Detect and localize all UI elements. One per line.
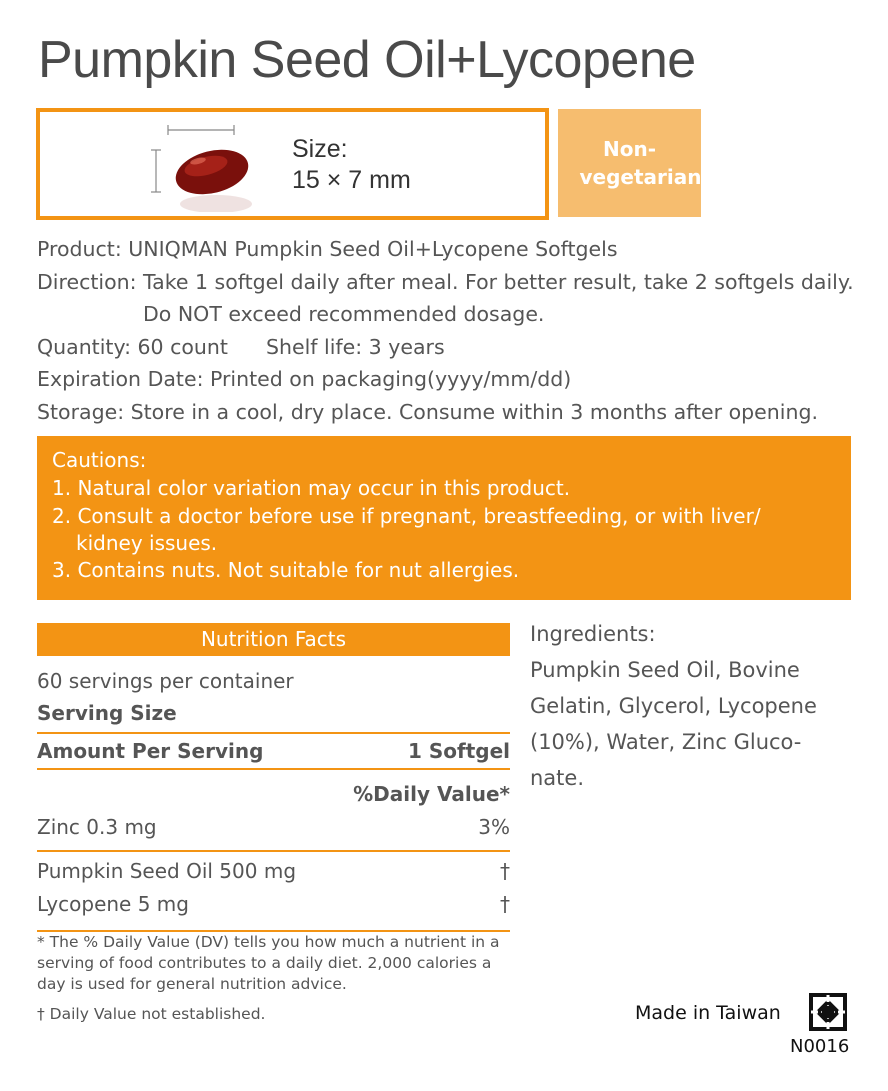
dagger-footnote: † Daily Value not established. [37, 1005, 266, 1023]
non-vegetarian-badge [558, 109, 701, 217]
pumpkin-daily-value: † [500, 859, 510, 883]
nutrient-zinc: Zinc 0.3 mg [37, 815, 157, 839]
zinc-daily-value: 3% [478, 815, 510, 839]
expiration-line: Expiration Date: Printed on packaging(yyyy/mm/dd) [37, 367, 572, 391]
storage-line: Storage: Store in a cool, dry place. Consume within 3 months after opening. [37, 399, 818, 424]
size-label: Size: [292, 135, 348, 163]
cautions-panel [37, 436, 851, 600]
nutrition-footnotes [37, 932, 517, 1025]
amount-per-serving-value: 1 Softgel [407, 739, 510, 763]
quantity: Quantity: 60 count [37, 334, 228, 359]
direction-line: Direction: Take 1 softgel daily after meal. For better result, take 2 softgels daily. [37, 269, 854, 294]
daily-value-header: %Daily Value* [353, 782, 510, 806]
caution-item-3: 3. Contains nuts. Not suitable for nut allergies. [52, 558, 520, 582]
serving-size-label: Serving Size [37, 701, 177, 725]
recycle-code: N0016 [790, 1036, 850, 1057]
ingredients-list: Pumpkin Seed Oil, Bovine Gelatin, Glycerol, Lycopene (10%), Water, Zinc Gluco-nate. [530, 658, 817, 790]
nutrition-facts-table [37, 660, 510, 932]
nutrition-facts-heading: Nutrition Facts [37, 623, 510, 656]
size-box [36, 108, 549, 220]
caution-item-2-continued: kidney issues. [76, 531, 218, 555]
product-line: Product: UNIQMAN Pumpkin Seed Oil+Lycopene Softgels [37, 237, 618, 261]
shelf-life: Shelf life: 3 years [265, 334, 445, 359]
ingredients-heading: Ingredients: [530, 622, 656, 646]
daily-value-footnote: * The % Daily Value (DV) tells you how much a nutrient in a serving of food contributes to a daily diet. 2,000 calories a day is used for general nutrition advice. [37, 933, 500, 993]
ingredients [530, 616, 850, 796]
made-in-taiwan: Made in Taiwan [635, 1002, 781, 1024]
lycopene-daily-value: † [500, 892, 510, 916]
size-value: 15 × 7 mm [292, 166, 411, 194]
softgel-capsule-icon [150, 120, 270, 212]
amount-per-serving-label: Amount Per Serving [37, 739, 264, 763]
nutrient-pumpkin-seed-oil: Pumpkin Seed Oil 500 mg [37, 859, 297, 883]
nutrient-lycopene: Lycopene 5 mg [37, 892, 189, 916]
recycle-icon [808, 992, 848, 1032]
quantity-shelf-row [37, 331, 854, 364]
product-info [37, 233, 854, 428]
product-title: Pumpkin Seed Oil+Lycopene [38, 31, 696, 89]
badge-label: Non-vegetarian [579, 137, 702, 189]
caution-item-2: 2. Consult a doctor before use if pregnant, breastfeeding, or with liver/ [52, 504, 761, 528]
cautions-heading: Cautions: [52, 448, 147, 472]
servings-per-container: 60 servings per container [37, 669, 294, 693]
direction-continued: Do NOT exceed recommended dosage. [143, 302, 545, 326]
caution-item-1: 1. Natural color variation may occur in this product. [52, 476, 571, 500]
